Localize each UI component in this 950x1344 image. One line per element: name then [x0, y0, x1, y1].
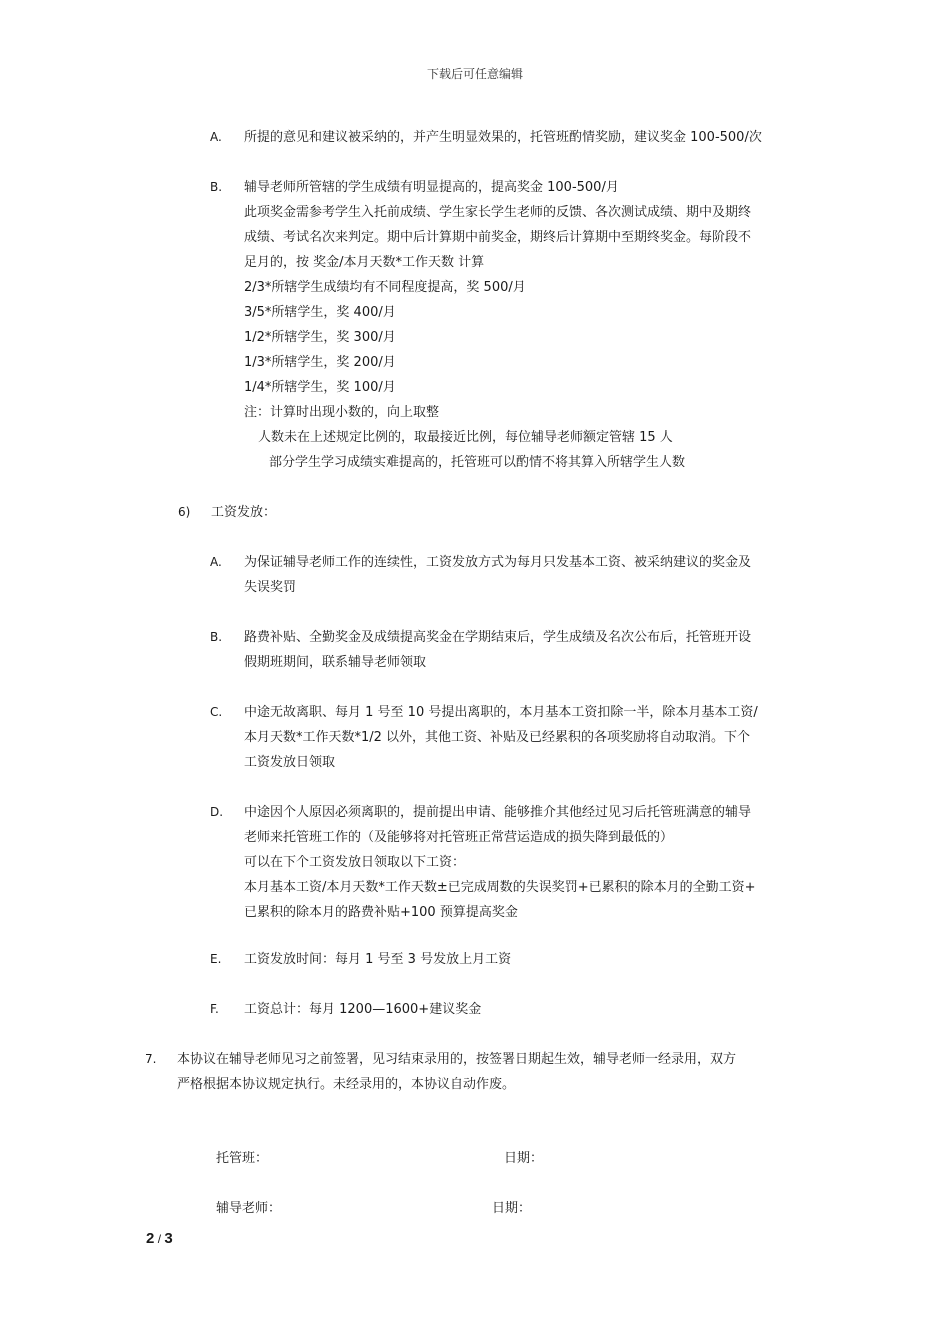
page-separator: / — [157, 1232, 162, 1246]
page-current: 2 — [146, 1230, 155, 1247]
paragraph-line: 可以在下个工资发放日领取以下工资： — [244, 855, 466, 870]
paragraph-line: 已累积的除本月的路费补贴+100 预算提高奖金 — [244, 905, 518, 920]
paragraph-line: 工资发放时间：每月 1 号至 3 号发放上月工资 — [244, 952, 512, 967]
list-marker: D. — [210, 805, 224, 819]
paragraph-line: 中途因个人原因必须离职的，提前提出申请、能够推介其他经过见习后托管班满意的辅导 — [244, 805, 752, 820]
paragraph-line: 假期班期间，联系辅导老师领取 — [244, 655, 427, 670]
list-marker: A. — [210, 130, 222, 144]
note-line: 人数未在上述规定比例的，取最接近比例，每位辅导老师额定管辖 15 人 — [258, 430, 673, 445]
note-line: 部分学生学习成绩实难提高的，托管班可以酌情不将其算入所辖学生人数 — [269, 455, 686, 470]
section-marker: 6) — [178, 505, 191, 519]
paragraph-line: 严格根据本协议规定执行。未经录用的，本协议自动作废。 — [177, 1077, 516, 1092]
paragraph-line: 辅导老师所管辖的学生成绩有明显提高的，提高奖金 100-500/月 — [244, 180, 619, 195]
page-number — [146, 1228, 173, 1250]
section-marker: 7. — [145, 1052, 157, 1066]
bonus-tier-line: 1/2*所辖学生，奖 300/月 — [244, 330, 396, 345]
bonus-tier-line: 3/5*所辖学生，奖 400/月 — [244, 305, 396, 320]
paragraph-line: 中途无故离职、每月 1 号至 10 号提出离职的，本月基本工资扣除一半，除本月基本工资/ — [244, 705, 758, 720]
paragraph-line: 路费补贴、全勤奖金及成绩提高奖金在学期结束后，学生成绩及名次公布后，托管班开设 — [244, 630, 752, 645]
paragraph-line: 本月天数*工作天数*1/2 以外，其他工资、补贴及已经累积的各项奖励将自动取消。下个 — [244, 730, 751, 745]
suggestion-reward-text: 所提的意见和建议被采纳的，并产生明显效果的，托管班酌情奖励，建议奖金 100-500/次 — [244, 130, 762, 145]
section-title: 工资发放： — [211, 505, 277, 520]
paragraph-line: 工资总计：每月 1200—1600+建议奖金 — [244, 1002, 482, 1017]
signature-date-label: 日期： — [504, 1151, 544, 1166]
bonus-tier-line: 1/3*所辖学生，奖 200/月 — [244, 355, 396, 370]
note-line: 注：计算时出现小数的，向上取整 — [244, 405, 440, 420]
list-marker: E. — [210, 952, 222, 966]
list-marker: C. — [210, 705, 223, 719]
paragraph-line: 本协议在辅导老师见习之前签署，见习结束录用的，按签署日期起生效，辅导老师一经录用，双方 — [177, 1052, 737, 1067]
paragraph-line: 工资发放日领取 — [244, 755, 336, 770]
page-total: 3 — [164, 1230, 173, 1247]
list-marker: A. — [210, 555, 222, 569]
signature-party-label: 辅导老师： — [216, 1201, 282, 1216]
page-header: 下载后可任意编辑 — [426, 67, 523, 81]
paragraph-line: 成绩、考试名次来判定。期中后计算期中前奖金，期终后计算期中至期终奖金。每阶段不 — [244, 230, 752, 245]
paragraph-line: 为保证辅导老师工作的连续性，工资发放方式为每月只发基本工资、被采纳建议的奖金及 — [244, 555, 752, 570]
list-marker: B. — [210, 180, 223, 194]
signature-party-label: 托管班： — [216, 1151, 269, 1166]
bonus-tier-line: 1/4*所辖学生，奖 100/月 — [244, 380, 396, 395]
bonus-tier-line: 2/3*所辖学生成绩均有不同程度提高，奖 500/月 — [244, 280, 526, 295]
paragraph-line: 本月基本工资/本月天数*工作天数±已完成周数的失误奖罚+已累积的除本月的全勤工资+ — [244, 880, 756, 895]
paragraph-line: 足月的，按 奖金/本月天数*工作天数 计算 — [244, 255, 485, 270]
paragraph-line: 失误奖罚 — [244, 580, 297, 595]
list-marker: F. — [210, 1002, 219, 1016]
list-marker: B. — [210, 630, 223, 644]
signature-date-label: 日期： — [492, 1201, 532, 1216]
paragraph-line: 此项奖金需参考学生入托前成绩、学生家长学生老师的反馈、各次测试成绩、期中及期终 — [244, 205, 752, 220]
paragraph-line: 老师来托管班工作的（及能够将对托管班正常营运造成的损失降到最低的） — [244, 830, 674, 845]
